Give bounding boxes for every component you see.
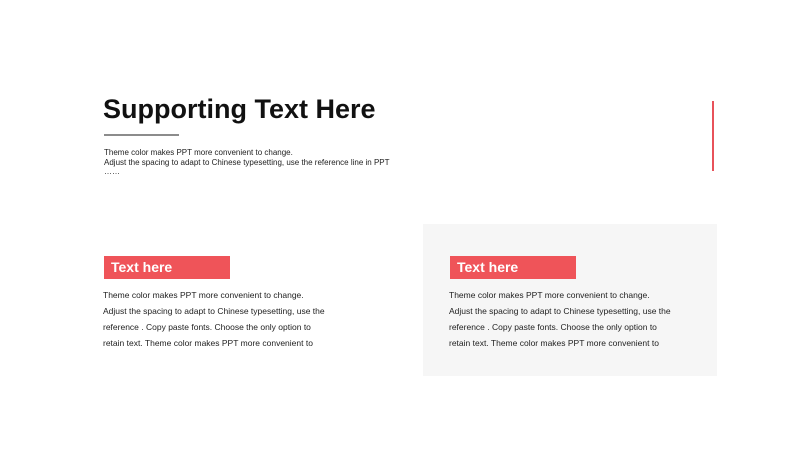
card-body-text (449, 287, 699, 351)
text-card-left (90, 224, 384, 376)
vertical-accent-line (712, 101, 714, 171)
card-body-line: retain text. Theme color makes PPT more convenient to (449, 338, 659, 348)
card-body-line: Adjust the spacing to adapt to Chinese typesetting, use the (449, 306, 671, 316)
subtitle-text (104, 148, 434, 177)
card-body-line: Theme color makes PPT more convenient to change. (449, 290, 650, 300)
text-card-right (423, 224, 717, 376)
card-body-line: retain text. Theme color makes PPT more convenient to (103, 338, 313, 348)
card-body-text (103, 287, 353, 351)
card-badge: Text here (104, 256, 230, 279)
title-underline (104, 134, 179, 136)
card-badge: Text here (450, 256, 576, 279)
card-body-line: Adjust the spacing to adapt to Chinese typesetting, use the (103, 306, 325, 316)
card-body-line: reference . Copy paste fonts. Choose the only option to (103, 322, 311, 332)
subtitle-line: Theme color makes PPT more convenient to change. (104, 148, 293, 157)
card-body-line: reference . Copy paste fonts. Choose the only option to (449, 322, 657, 332)
subtitle-line: Adjust the spacing to adapt to Chinese typesetting, use the reference line in PPT (104, 157, 390, 167)
page-title: Supporting Text Here (103, 94, 376, 124)
subtitle-line: …… (104, 167, 120, 176)
card-body-line: Theme color makes PPT more convenient to change. (103, 290, 304, 300)
